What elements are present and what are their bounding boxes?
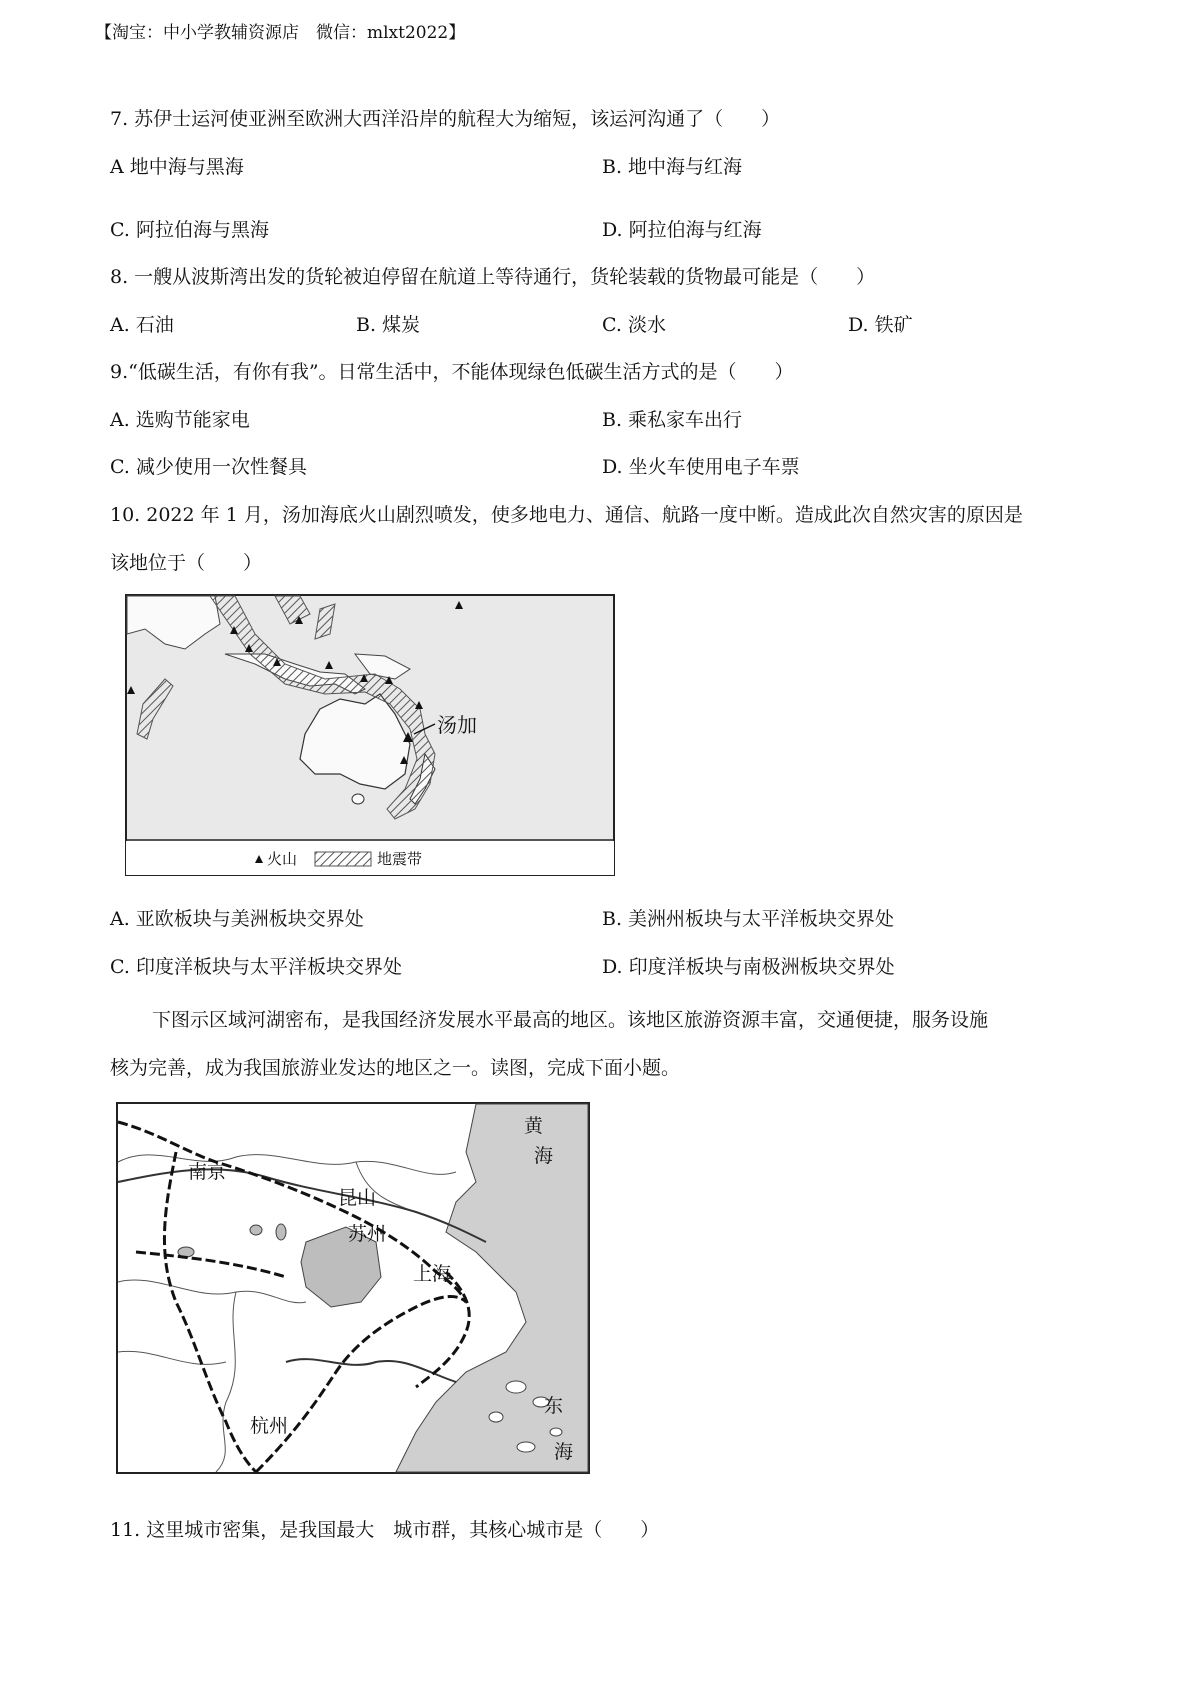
question-10-option-c: C. 印度洋板块与太平洋板块交界处 [110, 956, 402, 978]
question-8-option-d: D. 铁矿 [848, 314, 913, 336]
question-7-option-c: C. 阿拉伯海与黑海 [110, 219, 269, 241]
question-9-option-b: B. 乘私家车出行 [602, 409, 743, 431]
passage-line2: 核为完善，成为我国旅游业发达的地区之一。读图，完成下面小题。 [110, 1057, 681, 1079]
lake-small-3 [276, 1224, 286, 1240]
question-10-stem-line1: 10. 2022 年 1 月，汤加海底火山剧烈喷发，使多地电力、通信、航路一度中断。造成此次自然灾害的原因是 [110, 504, 1023, 526]
question-8-option-b: B. 煤炭 [356, 314, 421, 336]
question-9-option-d: D. 坐火车使用电子车票 [602, 456, 800, 478]
tasmania [352, 794, 364, 804]
question-9-option-c: C. 减少使用一次性餐具 [110, 456, 307, 478]
question-7-option-b: B. 地中海与红海 [602, 156, 743, 178]
passage-line1: 下图示区域河湖密布，是我国经济发展水平最高的地区。该地区旅游资源丰富，交通便捷，服务设施 [152, 1009, 989, 1031]
question-10-option-d: D. 印度洋板块与南极洲板块交界处 [602, 956, 895, 978]
label-hai-east: 海 [554, 1441, 574, 1463]
label-hai-yellow: 海 [534, 1145, 554, 1167]
legend-quake-swatch [315, 852, 371, 866]
question-10-option-b: B. 美洲州板块与太平洋板块交界处 [602, 908, 895, 930]
tonga-volcano-map [125, 594, 615, 876]
question-7-option-a: A 地中海与黑海 [110, 156, 244, 178]
label-dong: 东 [544, 1395, 564, 1417]
question-8-stem: 8. 一艘从波斯湾出发的货轮被迫停留在航道上等待通行，货轮装载的货物最可能是（ ） [110, 266, 876, 288]
question-7-option-d: D. 阿拉伯海与红海 [602, 219, 762, 241]
legend-quake-label: 地震带 [377, 850, 423, 868]
label-hangzhou: 杭州 [250, 1415, 289, 1437]
page-header: 【淘宝：中小学教辅资源店 微信：mlxt2022】 [95, 23, 466, 43]
question-9-option-a: A. 选购节能家电 [110, 409, 250, 431]
question-8-option-a: A. 石油 [110, 314, 174, 336]
question-7-stem: 7. 苏伊士运河使亚洲至欧洲大西洋沿岸的航程大为缩短，该运河沟通了（ ） [110, 108, 781, 130]
tonga-label: 汤加 [437, 713, 477, 737]
question-11-stem: 11. 这里城市密集，是我国最大 城市群，其核心城市是（ ） [110, 1519, 660, 1541]
label-kunshan: 昆山 [338, 1187, 377, 1209]
label-shanghai: 上海 [413, 1263, 452, 1285]
question-10-option-a: A. 亚欧板块与美洲板块交界处 [110, 908, 364, 930]
yangtze-delta-map [116, 1102, 590, 1474]
label-suzhou: 苏州 [348, 1223, 387, 1245]
label-huang: 黄 [524, 1115, 544, 1137]
label-nanjing: 南京 [188, 1161, 227, 1183]
question-8-option-c: C. 淡水 [602, 314, 666, 336]
question-10-stem-line2: 该地位于（ ） [110, 552, 263, 574]
lake-small-2 [250, 1225, 262, 1235]
legend-volcano-label: 火山 [267, 850, 298, 868]
question-9-stem: 9.“低碳生活，有你有我”。日常生活中，不能体现绿色低碳生活方式的是（ ） [110, 361, 794, 383]
